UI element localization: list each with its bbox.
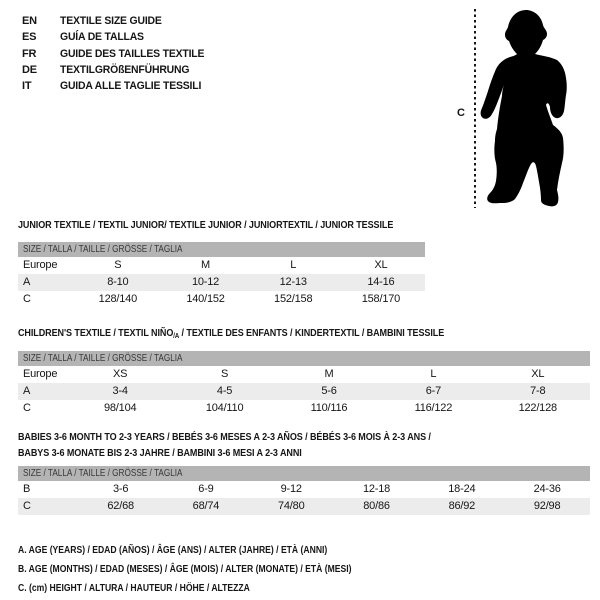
table-row — [18, 400, 590, 417]
language-row — [22, 62, 212, 78]
size-cell: 8-10 — [107, 276, 129, 288]
size-cell: 12-13 — [279, 276, 307, 288]
note-text: A. AGE (YEARS) / EDAD (AÑOS) / ÂGE (ANS) / ALTER (JAHRE) / ETÀ (ANNI) — [18, 545, 328, 556]
note-text: C. (cm) HEIGHT / ALTURA / HAUTEUR / HÖHE / ALTEZZA — [18, 583, 250, 594]
table-row — [18, 366, 590, 383]
children-size-table — [18, 351, 590, 417]
size-cell: 10-12 — [191, 276, 220, 288]
height-measure-label: C — [457, 107, 465, 119]
size-cell: 152/158 — [274, 293, 313, 305]
size-cell: 3-6 — [112, 483, 129, 495]
size-cell: 24-36 — [533, 483, 561, 495]
size-cell: 4-5 — [216, 385, 233, 397]
size-header-bar — [18, 242, 425, 257]
language-row — [22, 13, 212, 29]
row-label: C — [23, 500, 31, 512]
size-cell: 98/104 — [103, 402, 137, 414]
row-label: A — [23, 385, 31, 397]
table-row — [18, 274, 425, 291]
language-title: GUIDE DES TAILLES TEXTILE — [60, 47, 205, 60]
table-row — [18, 498, 590, 515]
babies-title-line1: BABIES 3-6 MONTH TO 2-3 YEARS / BEBÉS 3-6 MESES A 2-3 AÑOS / BÉBÉS 3-6 MOIS À 2-3 ANS / — [18, 431, 431, 443]
note-height-cm — [18, 579, 406, 598]
size-cell: 68/74 — [192, 500, 220, 512]
row-label: A — [23, 276, 31, 288]
size-cell: XL — [374, 259, 388, 271]
row-label: B — [23, 483, 31, 495]
size-cell: S — [114, 259, 122, 271]
size-cell: 9-12 — [280, 483, 302, 495]
size-cell: 128/140 — [98, 293, 138, 305]
size-cell: 80/86 — [363, 500, 390, 512]
language-title: TEXTILE SIZE GUIDE — [60, 15, 162, 27]
language-code: DE — [22, 63, 37, 76]
language-code: ES — [22, 31, 37, 44]
table-row — [18, 481, 590, 498]
size-cell: 14-16 — [367, 276, 395, 288]
size-cell: 110/116 — [310, 402, 348, 414]
row-label: C — [23, 402, 31, 414]
size-cell: 74/80 — [277, 500, 305, 512]
size-cell: 86/92 — [448, 500, 476, 512]
size-cell: 116/122 — [414, 402, 453, 414]
size-header-text: SIZE / TALLA / TAILLE / GRÖSSE / TAGLIA — [23, 468, 183, 479]
language-row — [22, 46, 212, 62]
size-cell: 7-8 — [530, 385, 546, 397]
size-cell: 3-4 — [112, 385, 128, 397]
size-cell: M — [324, 368, 334, 380]
note-age-years — [18, 541, 406, 560]
size-cell: 104/110 — [205, 402, 244, 414]
junior-section-title-text: JUNIOR TEXTILE / TEXTIL JUNIOR/ TEXTILE JUNIOR / JUNIORTEXTIL / JUNIOR TESSILE — [18, 219, 394, 231]
babies-size-table — [18, 466, 590, 515]
children-section-title-text — [18, 325, 444, 345]
size-header-bar — [18, 466, 590, 481]
size-cell: 5-6 — [321, 385, 337, 397]
table-row — [18, 383, 590, 400]
language-row — [22, 29, 212, 45]
language-title-list — [22, 13, 212, 94]
table-row — [18, 291, 425, 308]
row-label: Europe — [23, 368, 58, 380]
children-title-prefix: CHILDREN'S TEXTILE / TEXTIL NIÑO — [18, 327, 174, 339]
row-label: Europe — [23, 259, 58, 271]
size-cell: 62/68 — [107, 500, 134, 512]
size-cell: XL — [531, 368, 545, 380]
row-label: C — [23, 293, 31, 305]
children-title-subscript: /A — [173, 333, 180, 340]
language-row — [22, 78, 212, 94]
language-code: EN — [22, 15, 37, 27]
size-cell: 6-9 — [198, 483, 214, 495]
size-cell: 158/170 — [361, 293, 401, 305]
junior-section-title — [18, 217, 454, 233]
language-code: IT — [22, 80, 32, 93]
size-cell: 18-24 — [448, 483, 476, 495]
size-cell: 12-18 — [362, 483, 391, 495]
table-row — [18, 257, 425, 274]
children-title-suffix: / TEXTILE DES ENFANTS / KINDERTEXTIL / BAMBINI TESSILE — [179, 327, 445, 339]
junior-size-table — [18, 242, 425, 308]
babies-section-title — [18, 429, 498, 461]
size-cell: 6-7 — [425, 385, 442, 397]
size-cell: 122/128 — [518, 402, 557, 414]
legend-notes — [18, 541, 406, 598]
language-code: FR — [22, 47, 37, 60]
size-cell: S — [221, 368, 229, 380]
language-title: GUIDA ALLE TAGLIE TESSILI — [60, 80, 202, 93]
size-header-bar — [18, 351, 590, 366]
babies-title-line2: BABYS 3-6 MONATE BIS 2-3 JAHRE / BAMBINI 3-6 MESI A 2-3 ANNI — [18, 447, 302, 459]
language-title: TEXTILGRÖßENFÜHRUNG — [60, 63, 190, 76]
size-cell: M — [201, 259, 211, 271]
note-age-months — [18, 560, 406, 579]
language-title: GUÍA DE TALLAS — [60, 31, 144, 44]
children-section-title — [18, 325, 514, 345]
height-measure-line — [474, 9, 476, 208]
size-cell: 140/152 — [186, 293, 225, 305]
size-header-text: SIZE / TALLA / TAILLE / GRÖSSE / TAGLIA — [23, 353, 183, 364]
size-cell: L — [430, 368, 437, 380]
baby-silhouette-icon — [480, 6, 596, 210]
size-cell: XS — [113, 368, 128, 380]
note-text: B. AGE (MONTHS) / EDAD (MESES) / ÂGE (MOIS) / ALTER (MONATE) / ETÀ (MESI) — [18, 564, 352, 575]
size-cell: L — [290, 259, 297, 271]
size-header-text: SIZE / TALLA / TAILLE / GRÖSSE / TAGLIA — [23, 244, 183, 255]
size-cell: 92/98 — [533, 500, 561, 512]
